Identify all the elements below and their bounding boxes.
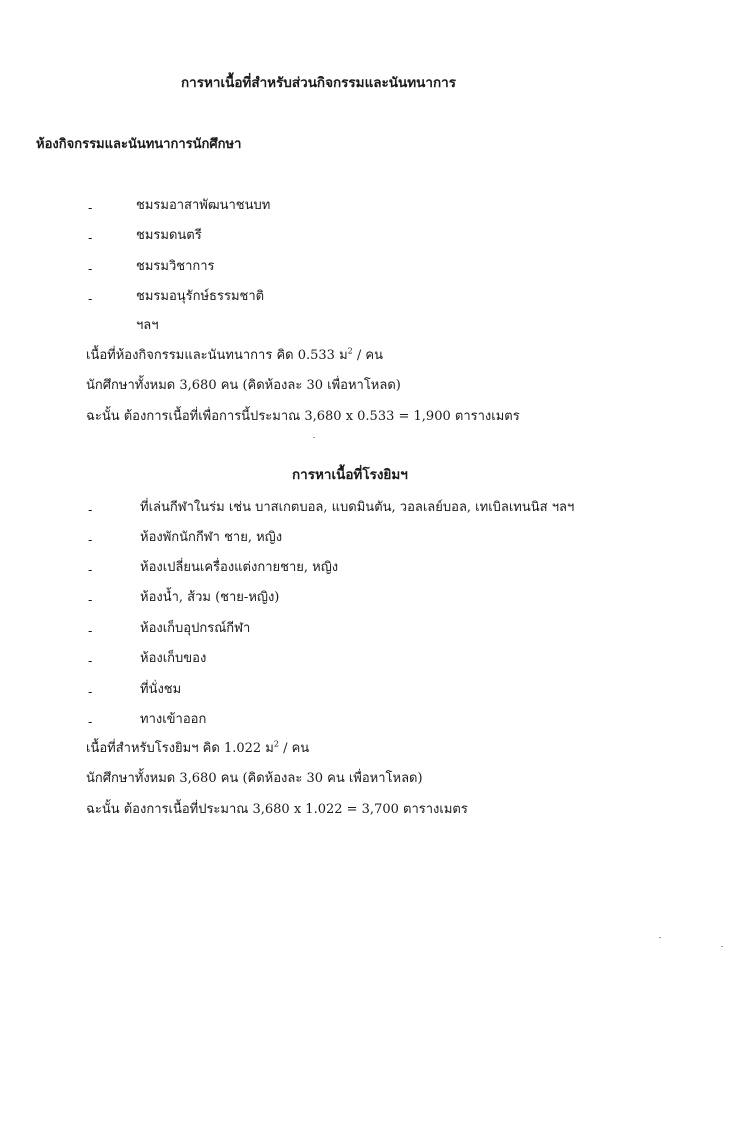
list-bullet: - [88, 685, 93, 700]
list-item-etc: ฯลฯ [136, 318, 159, 333]
area-text: เนื้อที่ห้องกิจกรรมและนันทนาการ คิด 0.533 ม [86, 348, 348, 363]
list-bullet: - [88, 503, 93, 518]
area-superscript: 2 [273, 739, 279, 749]
list-bullet: - [88, 262, 93, 277]
scan-speck [659, 937, 661, 938]
list-item-text: ชมรมดนตรี [136, 228, 202, 243]
area-unit: / คน [278, 741, 310, 756]
scan-speck [313, 437, 315, 438]
list-bullet: - [88, 201, 93, 216]
list-item-text: ที่นั่งชม [140, 682, 182, 697]
list-item-text: ห้องน้ำ, ส้วม (ชาย-หญิง) [140, 590, 280, 605]
section1-title: การหาเนื้อที่สำหรับส่วนกิจกรรมและนันทนาการ [181, 75, 456, 91]
list-item-text: ห้องเปลี่ยนเครื่องแต่งกายชาย, หญิง [140, 560, 339, 575]
section2-area-line [86, 741, 309, 757]
list-item-text: ชมรมอนุรักษ์ธรรมชาติ [136, 289, 265, 304]
list-bullet: - [88, 563, 93, 578]
list-bullet: - [88, 654, 93, 669]
section2-title: การหาเนื้อที่โรงยิมฯ [292, 467, 408, 483]
section2-students-line: นักศึกษาทั้งหมด 3,680 คน (คิดห้องละ 30 คน เพื่อหาโหลด) [86, 771, 423, 786]
area-superscript: 2 [347, 346, 353, 356]
list-bullet: - [88, 292, 93, 307]
list-bullet: - [88, 715, 93, 730]
list-item-text: ห้องพักนักกีฬา ชาย, หญิง [140, 530, 283, 545]
area-text: เนื้อที่สำหรับโรงยิมฯ คิด 1.022 ม [86, 741, 274, 756]
list-item-text: ห้องเก็บอุปกรณ์กีฬา [140, 621, 251, 636]
scan-speck [721, 946, 723, 947]
list-item-text: ห้องเก็บของ [140, 651, 207, 666]
list-item-text: ชมรมวิชาการ [136, 259, 215, 274]
list-item-text: ที่เล่นกีฬาในร่ม เช่น บาสเกตบอล, แบดมินตัน, วอลเลย์บอล, เทเบิลเทนนิส ฯลฯ [140, 500, 575, 515]
list-item-text: ชมรมอาสาพัฒนาชนบท [136, 198, 271, 213]
section1-heading: ห้องกิจกรรมและนันทนาการนักศึกษา [36, 137, 242, 152]
list-bullet: - [88, 533, 93, 548]
list-item-text: ทางเข้าออก [140, 712, 207, 727]
area-unit: / คน [352, 348, 383, 363]
section2-total-line: ฉะนั้น ต้องการเนื้อที่ประมาณ 3,680 x 1.022 = 3,700 ตารางเมตร [86, 802, 468, 817]
list-bullet: - [88, 624, 93, 639]
list-bullet: - [88, 231, 93, 246]
section1-total-line: ฉะนั้น ต้องการเนื้อที่เพื่อการนี้ประมาณ 3,680 x 0.533 = 1,900 ตารางเมตร [86, 409, 520, 424]
section1-area-line [86, 348, 383, 364]
section1-students-line: นักศึกษาทั้งหมด 3,680 คน (คิดห้องละ 30 เพื่อหาโหลด) [86, 378, 401, 393]
list-bullet: - [88, 593, 93, 608]
